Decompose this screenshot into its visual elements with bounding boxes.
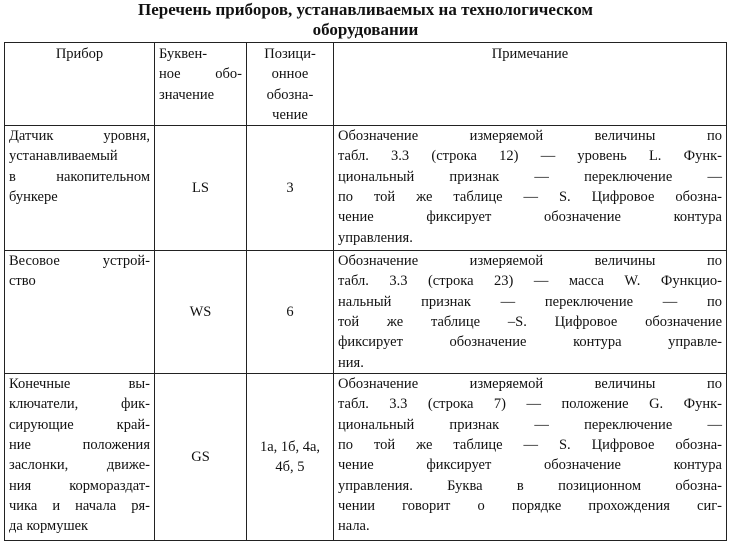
header-letter: Буквен- ное обо- значение <box>155 43 247 126</box>
instruments-table <box>4 42 727 541</box>
table-row <box>5 251 727 374</box>
header-note: Примечание <box>334 43 727 126</box>
device-cell: Датчик уровня, устанавливаемый в накопительном бункере <box>5 126 155 251</box>
header-position: Позици- онное обозна- чение <box>247 43 334 126</box>
device-cell: Конечные вы- ключатели, фик- сирующие край- ние положения заслонки, движе- ния кормораздат- чика и начала ря- да кормушек <box>5 374 155 541</box>
header-device: Прибор <box>5 43 155 126</box>
note-cell: Обозначение измеряемой величины по табл. 3.3 (строка 12) — уровень L. Функ- циональный признак — переключение — по той же таблице — S. Цифровое обозна- чение фиксирует обозначение контура управления. <box>334 126 727 251</box>
document-title <box>0 0 731 40</box>
letter-cell: WS <box>155 251 247 374</box>
title-line-1: Перечень приборов, устанавливаемых на технологическом <box>138 0 593 19</box>
note-cell: Обозначение измеряемой величины по табл. 3.3 (строка 23) — масса W. Функцио- нальный признак — переключение — по той же таблице –S. Цифровое обозначение фиксирует обозначение контура управле- ния. <box>334 251 727 374</box>
position-cell: 3 <box>247 126 334 251</box>
note-cell: Обозначение измеряемой величины по табл. 3.3 (строка 7) — положение G. Функ- циональный признак — переключение — по той же таблице — S. Цифровое обозна- чение фиксирует обозначение контура управления. Буква в позиционном обозна- чении говорит о порядке прохождения сиг- нала. <box>334 374 727 541</box>
letter-cell: LS <box>155 126 247 251</box>
position-cell: 6 <box>247 251 334 374</box>
device-cell: Весовое устрой- ство <box>5 251 155 374</box>
table-row <box>5 374 727 541</box>
table-row <box>5 126 727 251</box>
header-row <box>5 43 727 126</box>
title-line-2: оборудовании <box>312 20 419 39</box>
letter-cell: GS <box>155 374 247 541</box>
position-cell: 1а, 1б, 4а, 4б, 5 <box>247 374 334 541</box>
